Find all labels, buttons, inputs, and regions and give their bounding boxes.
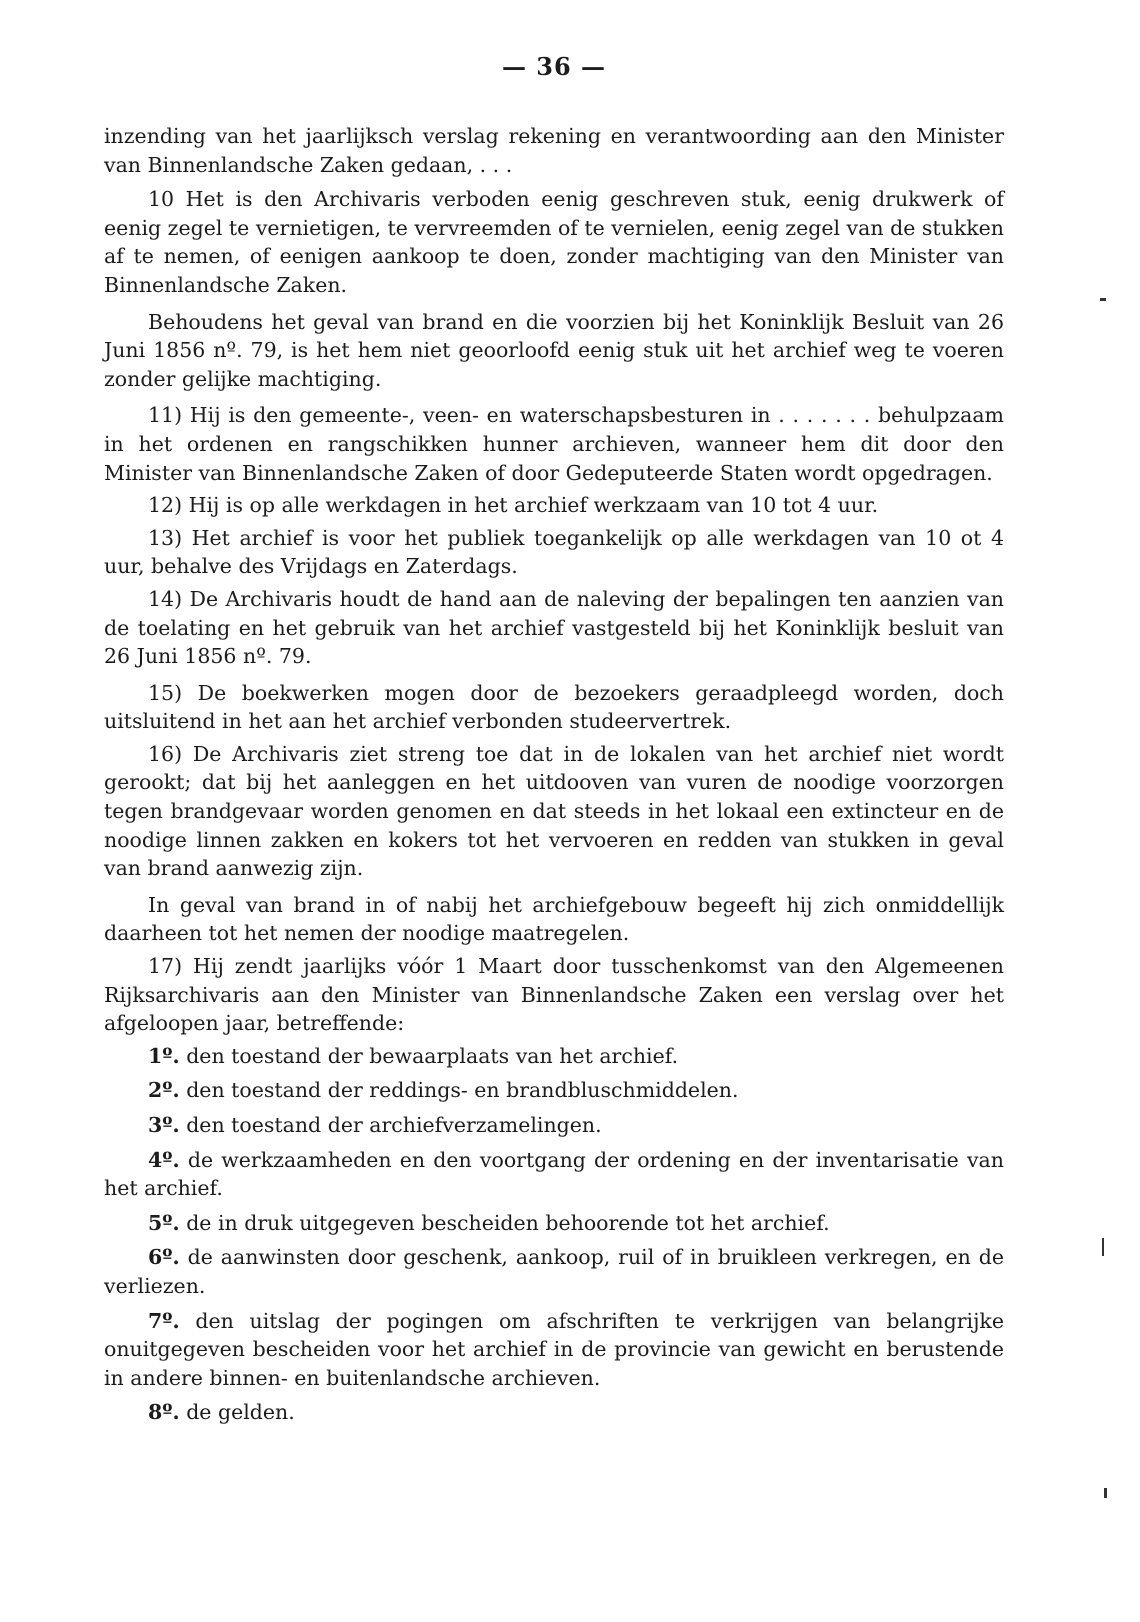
list-item-number: 5º. xyxy=(148,1210,180,1235)
list-item xyxy=(104,1076,1004,1105)
paragraph-article-17: 17) Hij zendt jaarlijks vóór 1 Maart door tusschenkomst van den Algemeenen Rijksarchivaris aan den Minister van Binnenlandsche Zaken een verslag over het afgeloopen jaar, betreffende: xyxy=(104,954,1004,1036)
list-item-text: den toestand der bewaarplaats van het archief. xyxy=(186,1043,679,1068)
list-item xyxy=(104,1243,1004,1300)
list-item-number: 7º. xyxy=(148,1308,180,1333)
paragraph-article-10-exception: Behoudens het geval van brand en die voorzien bij het Koninklijk Besluit van 26 Juni 1856 nº. 79, is het hem niet geoorloofd eenig stuk uit het archief weg te voeren zonder gelijke machtiging. xyxy=(104,309,1004,391)
list-item-text: de werkzaamheden en den voortgang der ordening en der inventarisatie van het archief. xyxy=(104,1147,1004,1201)
list-item xyxy=(104,1146,1004,1203)
paragraph-article-12: 12) Hij is op alle werkdagen in het archief werkzaam van 10 tot 4 uur. xyxy=(148,493,879,518)
list-item-number: 8º. xyxy=(148,1400,180,1425)
list-item-number: 6º. xyxy=(148,1245,180,1270)
list-item xyxy=(104,1042,1004,1071)
scan-speck xyxy=(1100,298,1106,301)
paragraph-article-16-fire: In geval van brand in of nabij het archiefgebouw begeeft hij zich onmiddellijk daarheen tot het nemen der noodige maatregelen. xyxy=(104,892,1004,946)
paragraph-article-14: 14) De Archivaris houdt de hand aan de naleving der bepalingen ten aanzien van de toelating en het gebruik van het archief vastgesteld bij het Koninklijk besluit van 26 Juni 1856 nº. 79. xyxy=(104,586,1004,669)
list-item-text: de gelden. xyxy=(186,1400,295,1425)
paragraph-article-13: 13) Het archief is voor het publiek toegankelijk op alle werkdagen van 10 ot 4 uur, behalve des Vrijdags en Zaterdags. xyxy=(104,525,1004,579)
list-item xyxy=(104,1111,1004,1140)
list-item-text: den uitslag der pogingen om afschriften te verkrijgen van belangrijke onuitgegeven bescheiden voor het archief in de provincie van gewicht en berustende in andere binnen- en buitenlandsche archieven. xyxy=(104,1308,1004,1390)
list-item xyxy=(104,1209,1004,1238)
list-item-number: 1º. xyxy=(148,1043,180,1068)
list-item xyxy=(104,1398,1004,1427)
list-item-number: 4º. xyxy=(148,1147,180,1172)
list-item-text: den toestand der reddings- en brandbluschmiddelen. xyxy=(186,1078,739,1103)
list-item-text: de in druk uitgegeven bescheiden behoorende tot het archief. xyxy=(186,1210,830,1235)
paragraph-article-11: 11) Hij is den gemeente-, veen- en waterschapsbesturen in . . . . . . . behulpzaam in het ordenen en rangschikken hunner archieven, wanneer hem dit door den Minister van Binnenlandsche Zaken of door Gedeputeerde Staten wordt opgedragen. xyxy=(104,403,1004,485)
scan-speck xyxy=(1102,1238,1104,1256)
list-item-number: 3º. xyxy=(148,1113,180,1137)
paragraph-continuation: inzending van het jaarlijksch verslag rekening en verantwoording aan den Minister van Binnenlandsche Zaken gedaan, . . . xyxy=(104,124,1004,177)
paragraph-article-15: 15) De boekwerken mogen door de bezoekers geraadpleegd worden, doch uitsluitend in het aan het archief verbonden studeervertrek. xyxy=(104,680,1004,734)
document-page xyxy=(104,52,1004,1433)
list-item-number: 2º. xyxy=(148,1078,180,1103)
list-item-text: de aanwinsten door geschenk, aankoop, ruil of in bruikleen verkregen, en de verliezen. xyxy=(104,1245,1004,1298)
list-item xyxy=(104,1307,1004,1393)
list-item-text: den toestand der archiefverzamelingen. xyxy=(186,1113,602,1137)
scan-speck xyxy=(1104,1488,1107,1498)
page-number: — 36 — xyxy=(501,52,607,81)
paragraph-article-16: 16) De Archivaris ziet streng toe dat in de lokalen van het archief niet wordt gerookt; dat bij het aanleggen en het uitdooven van vuren de noodige voorzorgen tegen brandgevaar worden genomen en dat steeds in het lokaal een extincteur en de noodige linnen zakken en kokers tot het vervoeren en redden van stukken in geval van brand aanwezig zijn. xyxy=(104,741,1004,881)
paragraph-article-10: 10 Het is den Archivaris verboden eenig geschreven stuk, eenig drukwerk of eenig zegel te vernietigen, te vervreemden of te vernielen, eenig zegel van de stukken af te nemen, of eenigen aankoop te doen, zonder machtiging van den Minister van Binnenlandsche Zaken. xyxy=(104,187,1004,297)
